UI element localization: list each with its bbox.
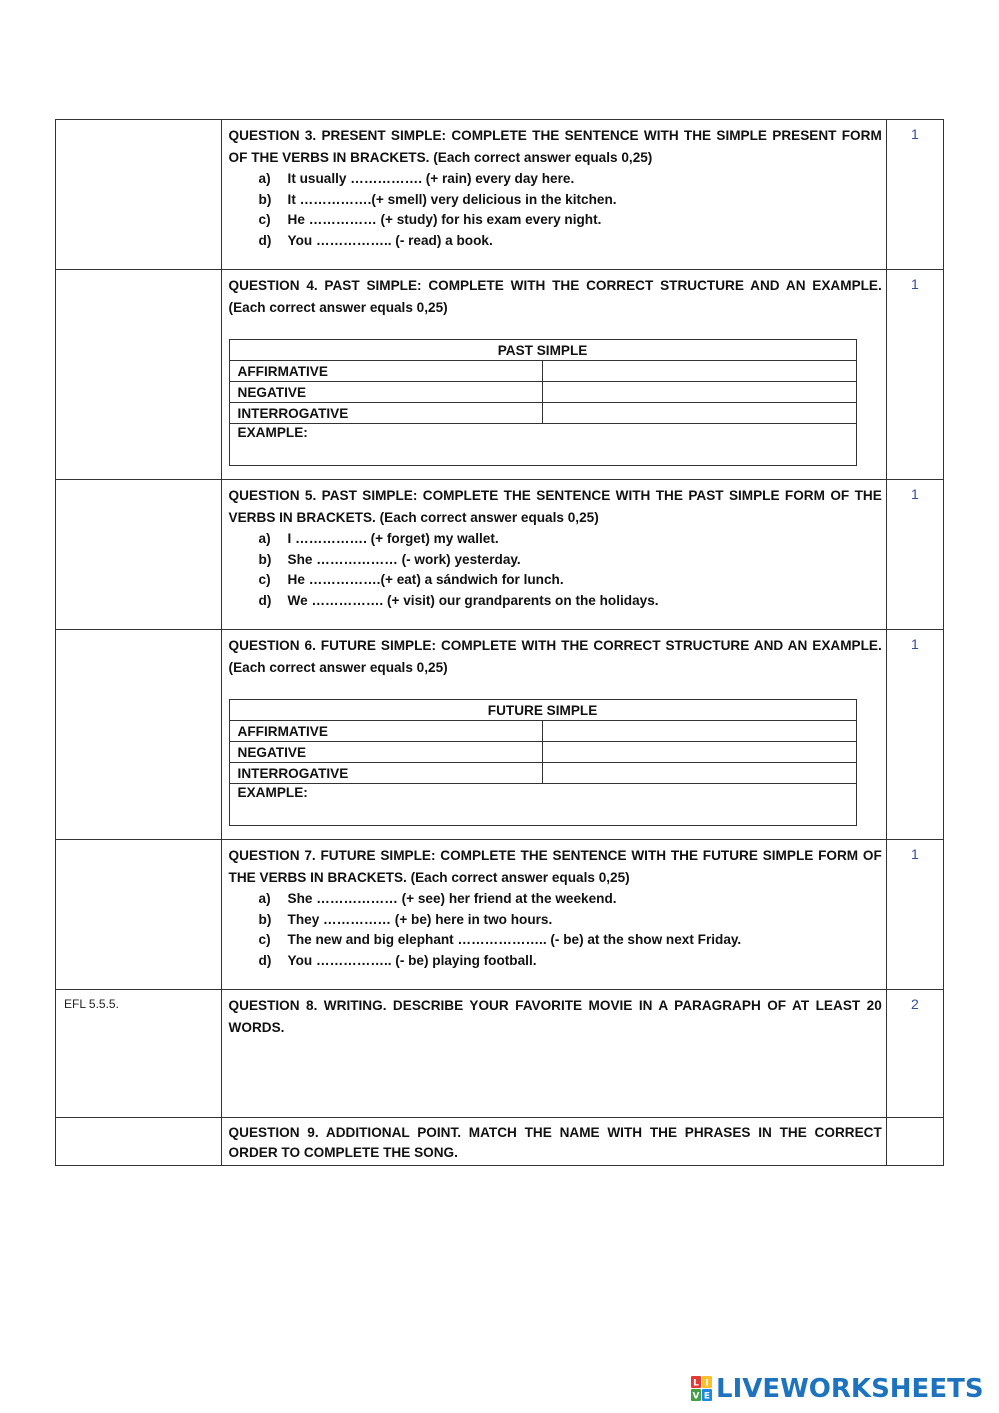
negative-label: NEGATIVE [229,382,543,403]
example-cell[interactable]: EXAMPLE: [229,784,856,826]
question-8-score: 2 [886,990,943,1118]
list-item: a) She ……………… (+ see) her friend at the weekend. [258,891,617,906]
question-6-score: 1 [886,630,943,840]
question-9-row [56,1118,944,1166]
list-item: b) They …………… (+ be) here in two hours. [258,911,553,927]
interrogative-answer-cell[interactable] [543,763,857,784]
affirmative-label: AFFIRMATIVE [229,721,543,742]
question-4-score: 1 [886,270,943,480]
liveworksheets-wordmark: LIVEWORKSHEETS [716,1374,984,1404]
question-9-score [886,1118,943,1166]
question-7-title: QUESTION 7. FUTURE SIMPLE: COMPLETE THE SENTENCE WITH THE FUTURE SIMPLE FORM OF THE VERBS IN BRACKETS. (Each correct answer equals 0,25) [228,848,882,885]
question-5-content [221,480,886,630]
criteria-cell [56,480,222,630]
question-7-score: 1 [886,840,943,990]
question-3-items [229,169,882,251]
future-simple-table [229,699,857,826]
negative-label: NEGATIVE [229,742,543,763]
list-item: d) You …………….. (- read) a book. [258,232,493,248]
past-simple-header: PAST SIMPLE [229,340,856,361]
list-item: d) We ……………. (+ visit) our grandparents on the holidays. [258,592,659,608]
question-3-score: 1 [886,120,943,270]
question-8-content[interactable] [221,990,886,1118]
list-item: b) She ……………… (- work) yesterday. [258,551,521,567]
question-8-title: QUESTION 8. WRITING. DESCRIBE YOUR FAVORITE MOVIE IN A PARAGRAPH OF AT LEAST 20 WORDS. [228,998,882,1035]
question-5-row [56,480,944,630]
question-4-content [221,270,886,480]
svg-text:L: L [693,1378,699,1389]
question-6-title: QUESTION 6. FUTURE SIMPLE: COMPLETE WITH THE CORRECT STRUCTURE AND AN EXAMPLE. (Each correct answer equals 0,25) [228,638,882,675]
negative-answer-cell[interactable] [543,742,857,763]
criteria-cell [56,1118,222,1166]
question-5-title: QUESTION 5. PAST SIMPLE: COMPLETE THE SENTENCE WITH THE PAST SIMPLE FORM OF THE VERBS IN BRACKETS. (Each correct answer equals 0,25) [228,488,882,525]
criteria-cell [56,840,222,990]
affirmative-answer-cell[interactable] [543,721,857,742]
criteria-cell [56,120,222,270]
question-7-row [56,840,944,990]
question-5-items [229,529,882,611]
question-5-score: 1 [886,480,943,630]
example-cell[interactable]: EXAMPLE: [229,424,856,466]
question-3-row [56,120,944,270]
future-simple-header: FUTURE SIMPLE [229,700,856,721]
list-item: c) He …………….(+ eat) a sándwich for lunch. [258,572,564,587]
question-9-title: QUESTION 9. ADDITIONAL POINT. MATCH THE NAME WITH THE PHRASES IN THE CORRECT ORDER TO COMPLETE THE SONG. [228,1125,882,1160]
question-7-content [221,840,886,990]
interrogative-answer-cell[interactable] [543,403,857,424]
list-item: c) He …………… (+ study) for his exam every night. [258,212,602,227]
exam-table [55,119,944,1166]
question-3-content [221,120,886,270]
list-item: a) It usually ……………. (+ rain) every day here. [258,171,575,186]
affirmative-answer-cell[interactable] [543,361,857,382]
interrogative-label: INTERROGATIVE [229,763,543,784]
past-simple-table [229,339,857,466]
list-item: c) The new and big elephant ……………….. (- be) at the show next Friday. [258,932,742,947]
question-9-content [221,1118,886,1166]
svg-text:I: I [705,1378,709,1389]
liveworksheets-brand [691,1374,984,1404]
list-item: d) You …………….. (- be) playing football. [258,952,537,968]
question-6-content [221,630,886,840]
svg-text:V: V [692,1391,700,1402]
negative-answer-cell[interactable] [543,382,857,403]
criteria-code: EFL 5.5.5. [56,990,222,1118]
criteria-cell [56,270,222,480]
question-4-title: QUESTION 4. PAST SIMPLE: COMPLETE WITH THE CORRECT STRUCTURE AND AN EXAMPLE. (Each correct answer equals 0,25) [228,278,882,315]
question-8-row [56,990,944,1118]
question-4-row [56,270,944,480]
svg-text:E: E [703,1391,711,1402]
list-item: a) I ……………. (+ forget) my wallet. [258,531,499,546]
question-7-items [229,889,882,971]
list-item: b) It …………….(+ smell) very delicious in the kitchen. [258,191,617,207]
interrogative-label: INTERROGATIVE [229,403,543,424]
question-3-title: QUESTION 3. PRESENT SIMPLE: COMPLETE THE SENTENCE WITH THE SIMPLE PRESENT FORM OF THE VERBS IN BRACKETS. (Each correct answer equals 0,25) [228,128,882,165]
criteria-cell [56,630,222,840]
affirmative-label: AFFIRMATIVE [229,361,543,382]
question-6-row [56,630,944,840]
liveworksheets-logo-icon [691,1376,713,1402]
